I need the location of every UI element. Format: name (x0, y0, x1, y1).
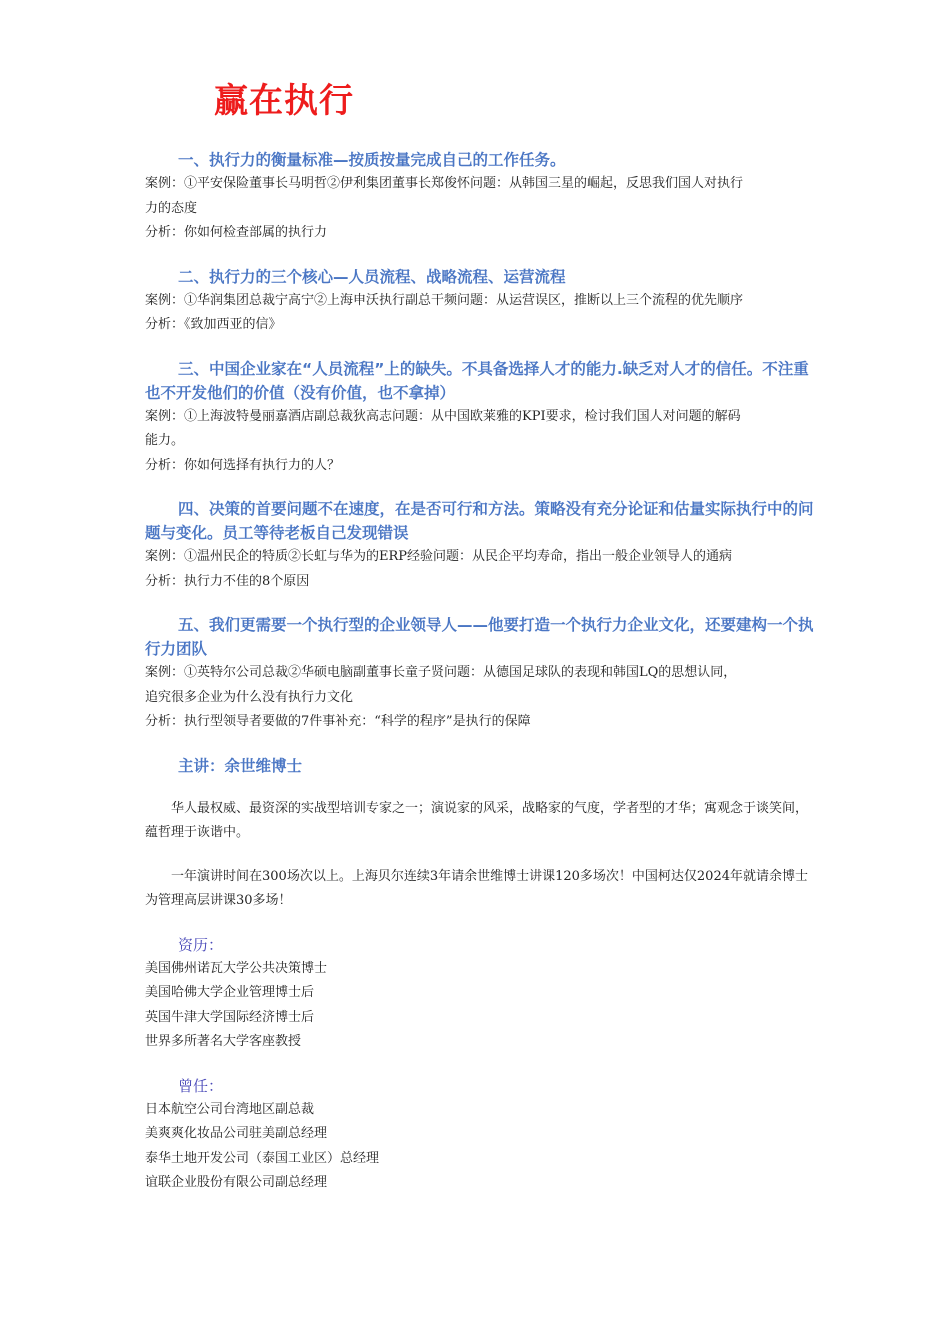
position-item: 美爽爽化妆品公司驻美副总经理 (145, 1126, 328, 1141)
analysis-line: 分析：执行力不佳的8个原因 (145, 573, 310, 589)
case-line: 追究很多企业为什么没有执行力文化 (145, 689, 354, 705)
section-3 (145, 357, 817, 479)
credentials-section (145, 933, 817, 1055)
bio-paragraph: 华人最权威、最资深的实战型培训专家之一；演说家的风采，战略家的气度，学者型的才华；寓观念于谈笑间，蕴哲理于诙谐中。 (145, 800, 809, 840)
case-line: 案例：①英特尔公司总裁②华硕电脑副董事长童子贤问题：从德国足球队的表现和韩国LQ的思想认同， (145, 665, 737, 680)
section-5 (145, 613, 817, 735)
analysis-line: 分析：你如何选择有执行力的人？ (145, 457, 341, 473)
positions-heading: 曾任： (178, 1076, 224, 1095)
credential-item: 英国牛津大学国际经济博士后 (145, 1009, 315, 1025)
credential-item: 美国佛州诺瓦大学公共决策博士 (145, 960, 328, 976)
section-heading: 二、执行力的三个核心—人员流程、战略流程、运营流程 (178, 267, 566, 286)
document-body (145, 148, 817, 1196)
section-heading: 四、决策的首要问题不在速度，在是否可行和方法。策略没有充分论证和估量实际执行中的问题与变化。员工等待老板自己发现错误 (145, 500, 814, 542)
section-heading: 三、中国企业家在“人员流程”上的缺失。不具备选择人才的能力.缺乏对人才的信任。不注重也不开发他们的价值（没有价值，也不拿掉） (145, 359, 809, 402)
case-line: 案例：①华润集团总裁宁高宁②上海申沃执行副总干频问题：从运营误区，推断以上三个流程的优先顺序 (145, 292, 744, 308)
position-item: 日本航空公司台湾地区副总裁 (145, 1101, 315, 1117)
section-heading: 一、执行力的衡量标准—按质按量完成自己的工作任务。 (178, 151, 566, 169)
credential-item: 美国哈佛大学企业管理博士后 (145, 985, 315, 1000)
analysis-line: 分析：执行型领导者要做的7件事补充：“科学的程序”是执行的保障 (145, 714, 531, 729)
bio-paragraph: 一年演讲时间在300场次以上。上海贝尔连续3年请余世维博士讲课120多场次！中国柯达仅2024年就请余博士为管理高层讲课30多场！ (145, 868, 808, 908)
lecturer-heading: 主讲：余世维博士 (178, 756, 303, 775)
analysis-line: 分析：《致加西亚的信》 (145, 317, 282, 332)
analysis-line: 分析：你如何检查部属的执行力 (145, 225, 328, 240)
positions-section (145, 1074, 817, 1196)
section-2 (145, 265, 817, 338)
position-item: 谊联企业股份有限公司副总经理 (145, 1175, 328, 1190)
document-title: 赢在执行 (214, 81, 354, 121)
credential-item: 世界多所著名大学客座教授 (145, 1034, 302, 1049)
section-4 (145, 497, 817, 594)
case-line: 案例：①温州民企的特质②长虹与华为的ERP经验问题：从民企平均寿命，指出一般企业领导人的通病 (145, 549, 733, 564)
case-line: 力的态度 (145, 200, 198, 216)
position-item: 泰华土地开发公司（泰国工业区）总经理 (145, 1150, 380, 1166)
section-1 (145, 148, 817, 246)
credentials-heading: 资历： (178, 935, 224, 954)
case-line: 能力。 (145, 433, 185, 448)
case-line: 案例：①上海波特曼丽嘉酒店副总裁狄高志问题：从中国欧莱雅的KPI要求，检讨我们国人对问题的解码 (145, 408, 741, 424)
case-line: 案例：①平安保险董事长马明哲②伊利集团董事长郑俊怀问题：从韩国三星的崛起，反思我们国人对执行 (145, 176, 744, 191)
section-heading: 五、我们更需要一个执行型的企业领导人——他要打造一个执行力企业文化，还要建构一个执行力团队 (145, 616, 814, 658)
